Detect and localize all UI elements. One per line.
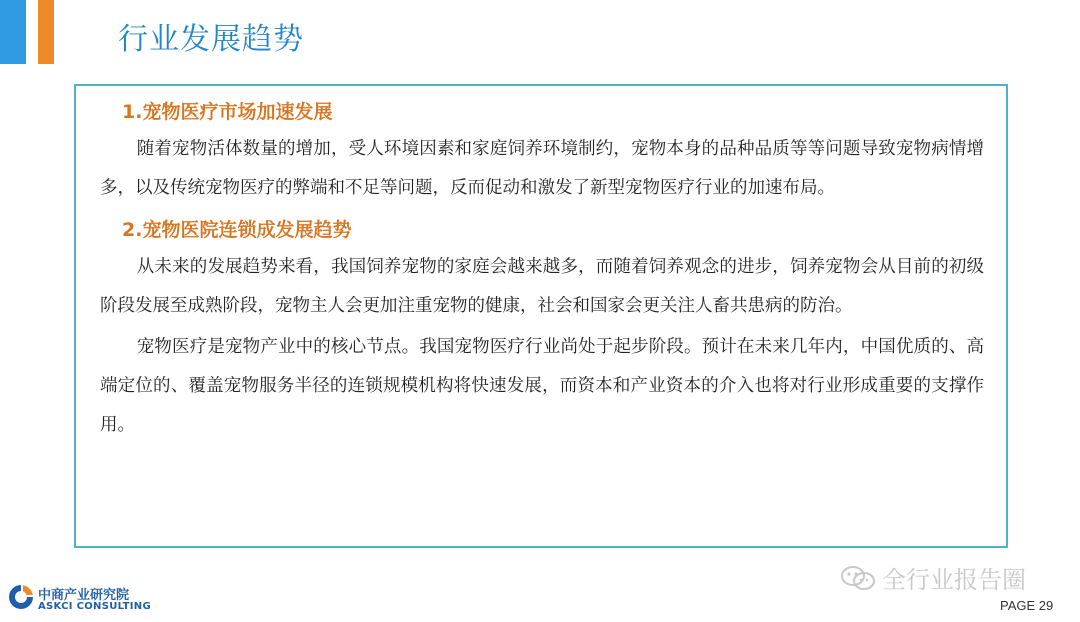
content-box	[74, 84, 1008, 548]
section-2-paragraph-2: 宠物医疗是宠物产业中的核心节点。我国宠物医疗行业尚处于起步阶段。预计在未来几年内，中国优质的、高端定位的、覆盖宠物服务半径的连锁规模机构将快速发展，而资本和产业资本的介入也将对行业形成重要的支撑作用。	[100, 337, 984, 435]
slide-title: 行业发展趋势	[118, 22, 304, 57]
accent-bar-blue	[0, 0, 26, 64]
page-number-value: 29	[1038, 598, 1054, 613]
accent-bar-orange	[38, 0, 54, 64]
section-heading-1: 1.宠物医疗市场加速发展	[122, 101, 333, 123]
askci-logo	[6, 582, 206, 618]
watermark	[840, 560, 1026, 595]
wechat-icon	[840, 565, 876, 591]
section-1-paragraph-1: 随着宠物活体数量的增加，受人环境因素和家庭饲养环境制约，宠物本身的品种品质等等问题导致宠物病情增多，以及传统宠物医疗的弊端和不足等问题，反而促动和激发了新型宠物医疗行业的加速布局。	[100, 139, 984, 198]
askci-logo-icon	[6, 582, 36, 612]
watermark-text: 全行业报告圈	[882, 566, 1026, 594]
logo-text-en: ASKCI CONSULTING	[38, 601, 151, 612]
section-2-paragraph-1: 从未来的发展趋势来看，我国饲养宠物的家庭会越来越多，而随着饲养观念的进步，饲养宠物会从目前的初级阶段发展至成熟阶段，宠物主人会更加注重宠物的健康，社会和国家会更关注人畜共患病的防治。	[100, 257, 984, 316]
page-number	[1000, 598, 1053, 613]
logo-text-cn: 中商产业研究院	[38, 588, 130, 603]
page-label: PAGE	[1000, 598, 1036, 613]
section-heading-2: 2.宠物医院连锁成发展趋势	[122, 219, 352, 241]
